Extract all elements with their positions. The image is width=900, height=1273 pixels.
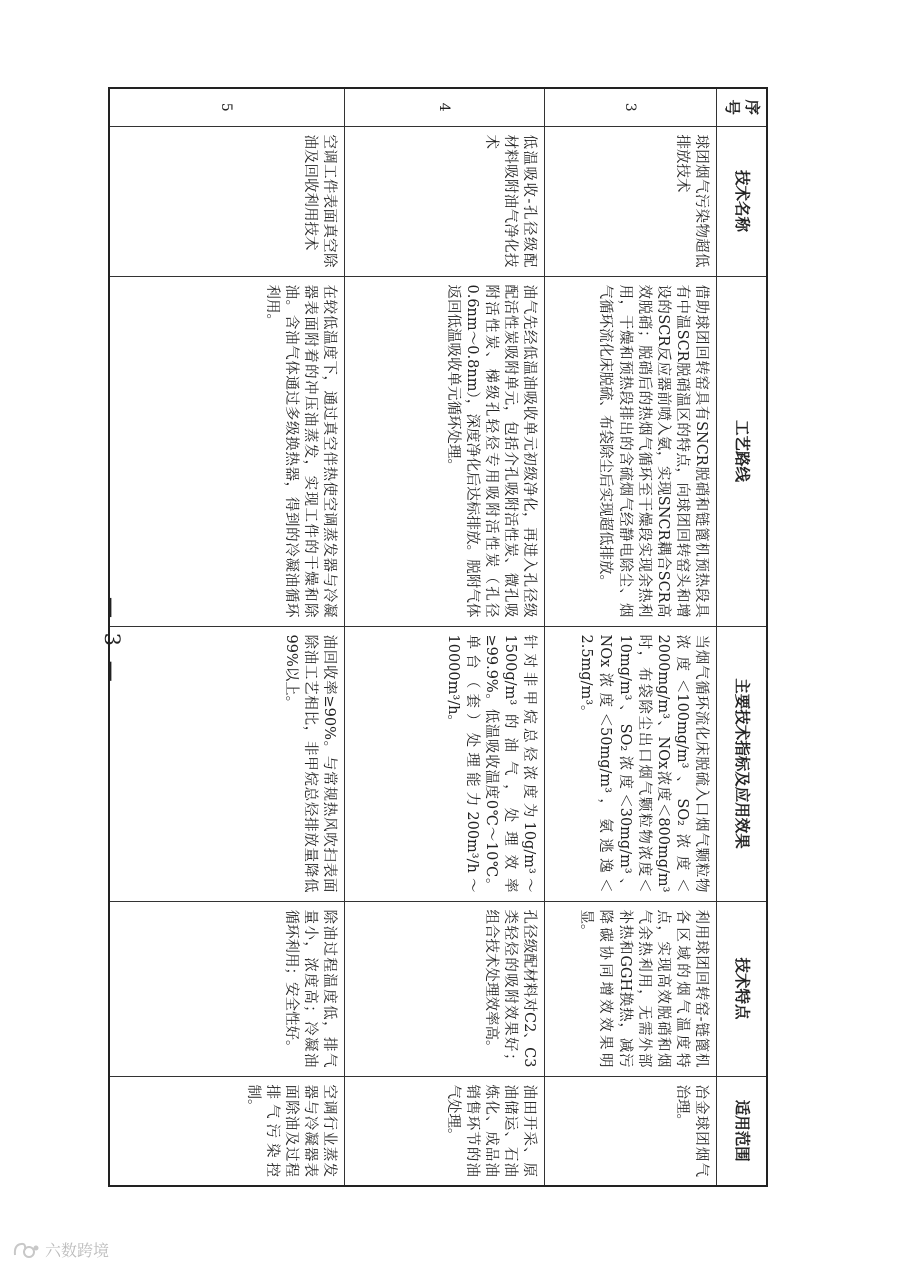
header-scope: 适用范围 (717, 1076, 767, 1186)
table-row (345, 88, 545, 1186)
cell-scope: 冶金球团烟气治理。 (545, 1076, 717, 1186)
table-row (109, 88, 345, 1186)
watermark-text: 六数跨境 (45, 1241, 110, 1260)
table-frame (128, 87, 768, 1185)
cell-process-route: 油气先经低温油吸收单元初级净化，再进入孔径级配活性炭吸附单元，包括介孔吸附活性炭、微孔吸附活性炭、梯级孔轻烃专用吸附活性炭（孔径0.6nm～0.8nm），深度净化后达标排放。脱附气体返回低温吸收单元循环处理。 (345, 276, 545, 626)
cell-indicators: 针对非甲烷总烃浓度为10g/m³～1500g/m³的油气，处理效率≥99.9%。低温吸收温度0℃～10℃。单台（套）处理能力200m³/h～10000m³/h。 (345, 626, 545, 901)
page-number: — 3 — (100, 596, 124, 686)
cell-indicators: 当烟气循环流化床脱硫入口烟气颗粒物浓度＜100mg/m³、SO₂浓度＜2000mg/m³、NOx浓度＜800mg/m³时，布袋除尘出口烟气颗粒物浓度＜10mg/m³、SO₂浓度＜30mg/m³、NOx浓度＜50mg/m³，氨逃逸＜2.5mg/m³。 (545, 626, 717, 901)
cell-scope: 空调行业蒸发器与冷凝器表面除油及过程排气污染控制。 (109, 1076, 345, 1186)
header-serial-number: 序号 (717, 88, 767, 126)
header-indicators: 主要技术指标及应用效果 (717, 626, 767, 901)
cell-features: 除油过程温度低，排气量小，浓度高；冷凝油循环利用；安全性好。 (109, 901, 345, 1076)
cell-serial-number: 3 (545, 88, 717, 126)
technology-table (108, 87, 768, 1187)
cell-features: 孔径级配材料对C2、C3类轻烃的吸附效果好；组合技术处理效率高。 (345, 901, 545, 1076)
header-features: 技术特点 (717, 901, 767, 1076)
cell-technology-name: 低温吸收-孔径级配材料吸附油气净化技术 (345, 126, 545, 276)
rotated-table-container (128, 87, 768, 1185)
cell-technology-name: 空调工件表面真空除油及回收利用技术 (109, 126, 345, 276)
cell-indicators: 油回收率≥90%。与常规热风吹扫表面除油工艺相比，非甲烷总烃排放量降低99%以上。 (109, 626, 345, 901)
cell-process-route: 借助球团回转窑具有SNCR脱硝和链篦机预热段具有中温SCR脱硝温区的特点，向球团回转窑头和增设的SCR反应器前喷入氨，实现SNCR耦合SCR高效脱硝；脱硝后的热烟气循环至干燥段实现余热利用，干燥和预热段排出的含硫烟气经静电除尘、烟气循环流化床脱硫、布袋除尘后实现超低排放。 (545, 276, 717, 626)
table-row (545, 88, 717, 1186)
watermark-logo-icon (12, 1241, 40, 1259)
header-process-route: 工艺路线 (717, 276, 767, 626)
table-header-row (717, 88, 767, 1186)
cell-technology-name: 球团烟气污染物超低排放技术 (545, 126, 717, 276)
watermark (12, 1238, 109, 1261)
header-technology-name: 技术名称 (717, 126, 767, 276)
cell-serial-number: 4 (345, 88, 545, 126)
cell-process-route: 在较低温度下，通过真空伴热使空调蒸发器与冷凝器表面附着的冲压油蒸发，实现工件的干燥和除油。含油气体通过多级换热器，得到的冷凝油循环利用。 (109, 276, 345, 626)
cell-features: 利用球团回转窑-链篦机各区域的烟气温度特点，实现高效脱硝和烟气余热利用，无需外部补热和GGH换热，减污降碳协同增效效果明显。 (545, 901, 717, 1076)
cell-scope: 油田开采、原油储运、石油炼化、成品油销售环节的油气处理。 (345, 1076, 545, 1186)
cell-serial-number: 5 (109, 88, 345, 126)
